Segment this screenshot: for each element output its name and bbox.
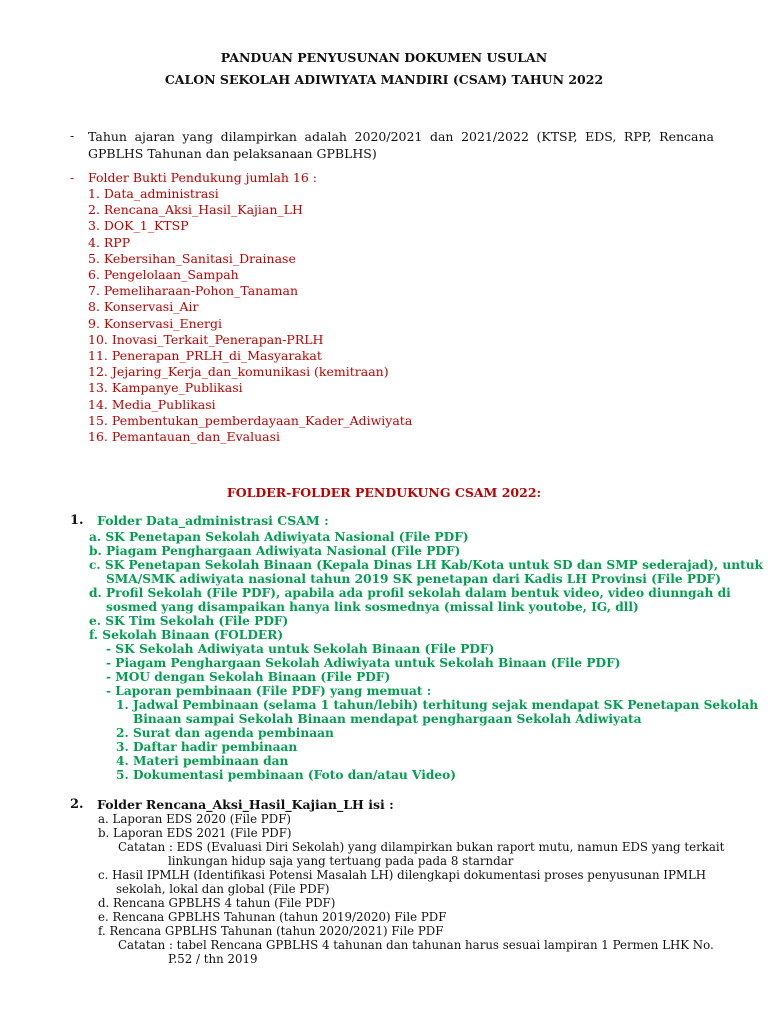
folder2-item-d: d. Rencana GPBLHS 4 tahun (File PDF)	[98, 896, 336, 910]
intro-dash: -	[70, 128, 75, 143]
folder1-item-b: b. Piagam Penghargaan Adiwiyata Nasional (File PDF)	[89, 544, 461, 558]
list-item: 7. Pemeliharaan-Pohon_Tanaman	[88, 283, 299, 299]
document-title-line2: CALON SEKOLAH ADIWIYATA MANDIRI (CSAM) TAHUN 2022	[164, 72, 604, 87]
folder2-number: 2.	[70, 797, 84, 812]
folder1-item-f: f. Sekolah Binaan (FOLDER)	[89, 628, 284, 642]
folder1-item-e: e. SK Tim Sekolah (File PDF)	[89, 614, 289, 628]
list-item: 3. DOK_1_KTSP	[88, 218, 189, 234]
folder1-f-sub3: - MOU dengan Sekolah Binaan (File PDF)	[106, 670, 391, 684]
list-item: 5. Kebersihan_Sanitasi_Drainase	[88, 250, 296, 266]
folder2-item-b: b. Laporan EDS 2021 (File PDF)	[98, 826, 292, 840]
folder2-item-c-line2: sekolah, lokal dan global (File PDF)	[116, 882, 330, 896]
list-item: 4. RPP	[88, 234, 131, 250]
folder1-item-d-line1: d. Profil Sekolah (File PDF), apabila ada profil sekolah dalam bentuk video, video diunngah di	[89, 586, 731, 600]
folder2-catatan2-line2: P.52 / thn 2019	[168, 952, 258, 966]
folder1-item-a: a. SK Penetapan Sekolah Adiwiyata Nasional (File PDF)	[89, 530, 469, 544]
folders-heading: Folder Bukti Pendukung jumlah 16 :	[88, 170, 318, 185]
list-item: 14. Media_Publikasi	[88, 396, 216, 412]
folders-dash: -	[70, 170, 75, 185]
folder1-title: Folder Data_administrasi CSAM :	[97, 513, 329, 528]
folder2-catatan2-line1: Catatan : tabel Rencana GPBLHS 4 tahunan dan tahunan harus sesuai lampiran 1 Permen LHK No.	[118, 938, 714, 952]
folder2-item-e: e. Rencana GPBLHS Tahunan (tahun 2019/2020) File PDF	[98, 910, 447, 924]
folder1-item-d-line2: sosmed yang disampaikan hanya link sosmednya (missal link youtobe, IG, dll)	[106, 600, 639, 614]
folder2-item-a: a. Laporan EDS 2020 (File PDF)	[98, 812, 291, 826]
section-title: FOLDER-FOLDER PENDUKUNG CSAM 2022:	[226, 485, 542, 500]
intro-paragraph: Tahun ajaran yang dilampirkan adalah 2020/2021 dan 2021/2022 (KTSP, EDS, RPP, Rencana GPBLHS Tahunan dan pelaksanaan GPBLHS)	[88, 129, 714, 161]
list-item: 2. Rencana_Aksi_Hasil_Kajian_LH	[88, 202, 303, 218]
folder2-catatan1-line2: linkungan hidup saja yang tertuang pada pada 8 starndar	[168, 854, 514, 868]
list-item: 8. Konservasi_Air	[88, 299, 199, 315]
folder1-laporan-2: 2. Surat dan agenda pembinaan	[116, 726, 334, 740]
list-item: 12. Jejaring_Kerja_dan_komunikasi (kemitraan)	[88, 364, 389, 380]
folder-list	[88, 186, 412, 445]
folder2-title: Folder Rencana_Aksi_Hasil_Kajian_LH isi :	[97, 797, 394, 812]
folder1-f-sub1: - SK Sekolah Adiwiyata untuk Sekolah Binaan (File PDF)	[106, 642, 495, 656]
folder1-number: 1.	[70, 513, 84, 528]
folder1-laporan-1-line1: 1. Jadwal Pembinaan (selama 1 tahun/lebih) terhitung sejak mendapat SK Penetapan Sekolah	[116, 698, 759, 712]
list-item: 16. Pemantauan_dan_Evaluasi	[88, 429, 281, 445]
folder1-laporan-5: 5. Dokumentasi pembinaan (Foto dan/atau Video)	[116, 768, 457, 782]
folder1-laporan-1-line2: Binaan sampai Sekolah Binaan mendapat penghargaan Sekolah Adiwiyata	[133, 712, 642, 726]
list-item: 6. Pengelolaan_Sampah	[88, 267, 239, 283]
document-title-line1: PANDUAN PENYUSUNAN DOKUMEN USULAN	[220, 50, 548, 65]
list-item: 1. Data_administrasi	[88, 186, 219, 201]
folder2-item-f: f. Rencana GPBLHS Tahunan (tahun 2020/2021) File PDF	[98, 924, 444, 938]
folder2-catatan1-line1: Catatan : EDS (Evaluasi Diri Sekolah) yang dilampirkan bukan raport mutu, namun EDS yang terkait	[118, 840, 725, 854]
list-item: 10. Inovasi_Terkait_Penerapan-PRLH	[88, 331, 324, 347]
folder2-item-c-line1: c. Hasil IPMLH (Identifikasi Potensi Masalah LH) dilengkapi dokumentasi proses penyusunan IPMLH	[98, 868, 707, 882]
folder1-f-sub2: - Piagam Penghargaan Sekolah Adiwiyata untuk Sekolah Binaan (File PDF)	[106, 656, 621, 670]
list-item: 13. Kampanye_Publikasi	[88, 380, 243, 396]
folder1-f-sub4: - Laporan pembinaan (File PDF) yang memuat :	[106, 684, 432, 698]
folder1-item-c-line1: c. SK Penetapan Sekolah Binaan (Kepala Dinas LH Kab/Kota untuk SD dan SMP sederajad), untuk	[89, 558, 764, 572]
list-item: 15. Pembentukan_pemberdayaan_Kader_Adiwiyata	[88, 412, 413, 428]
list-item: 11. Penerapan_PRLH_di_Masyarakat	[88, 348, 322, 364]
folder1-laporan-3: 3. Daftar hadir pembinaan	[116, 740, 298, 754]
list-item: 9. Konservasi_Energi	[88, 315, 222, 331]
folder1-laporan-4: 4. Materi pembinaan dan	[116, 754, 289, 768]
folder1-item-c-line2: SMA/SMK adiwiyata nasional tahun 2019 SK penetapan dari Kadis LH Provinsi (File PDF)	[106, 572, 721, 586]
